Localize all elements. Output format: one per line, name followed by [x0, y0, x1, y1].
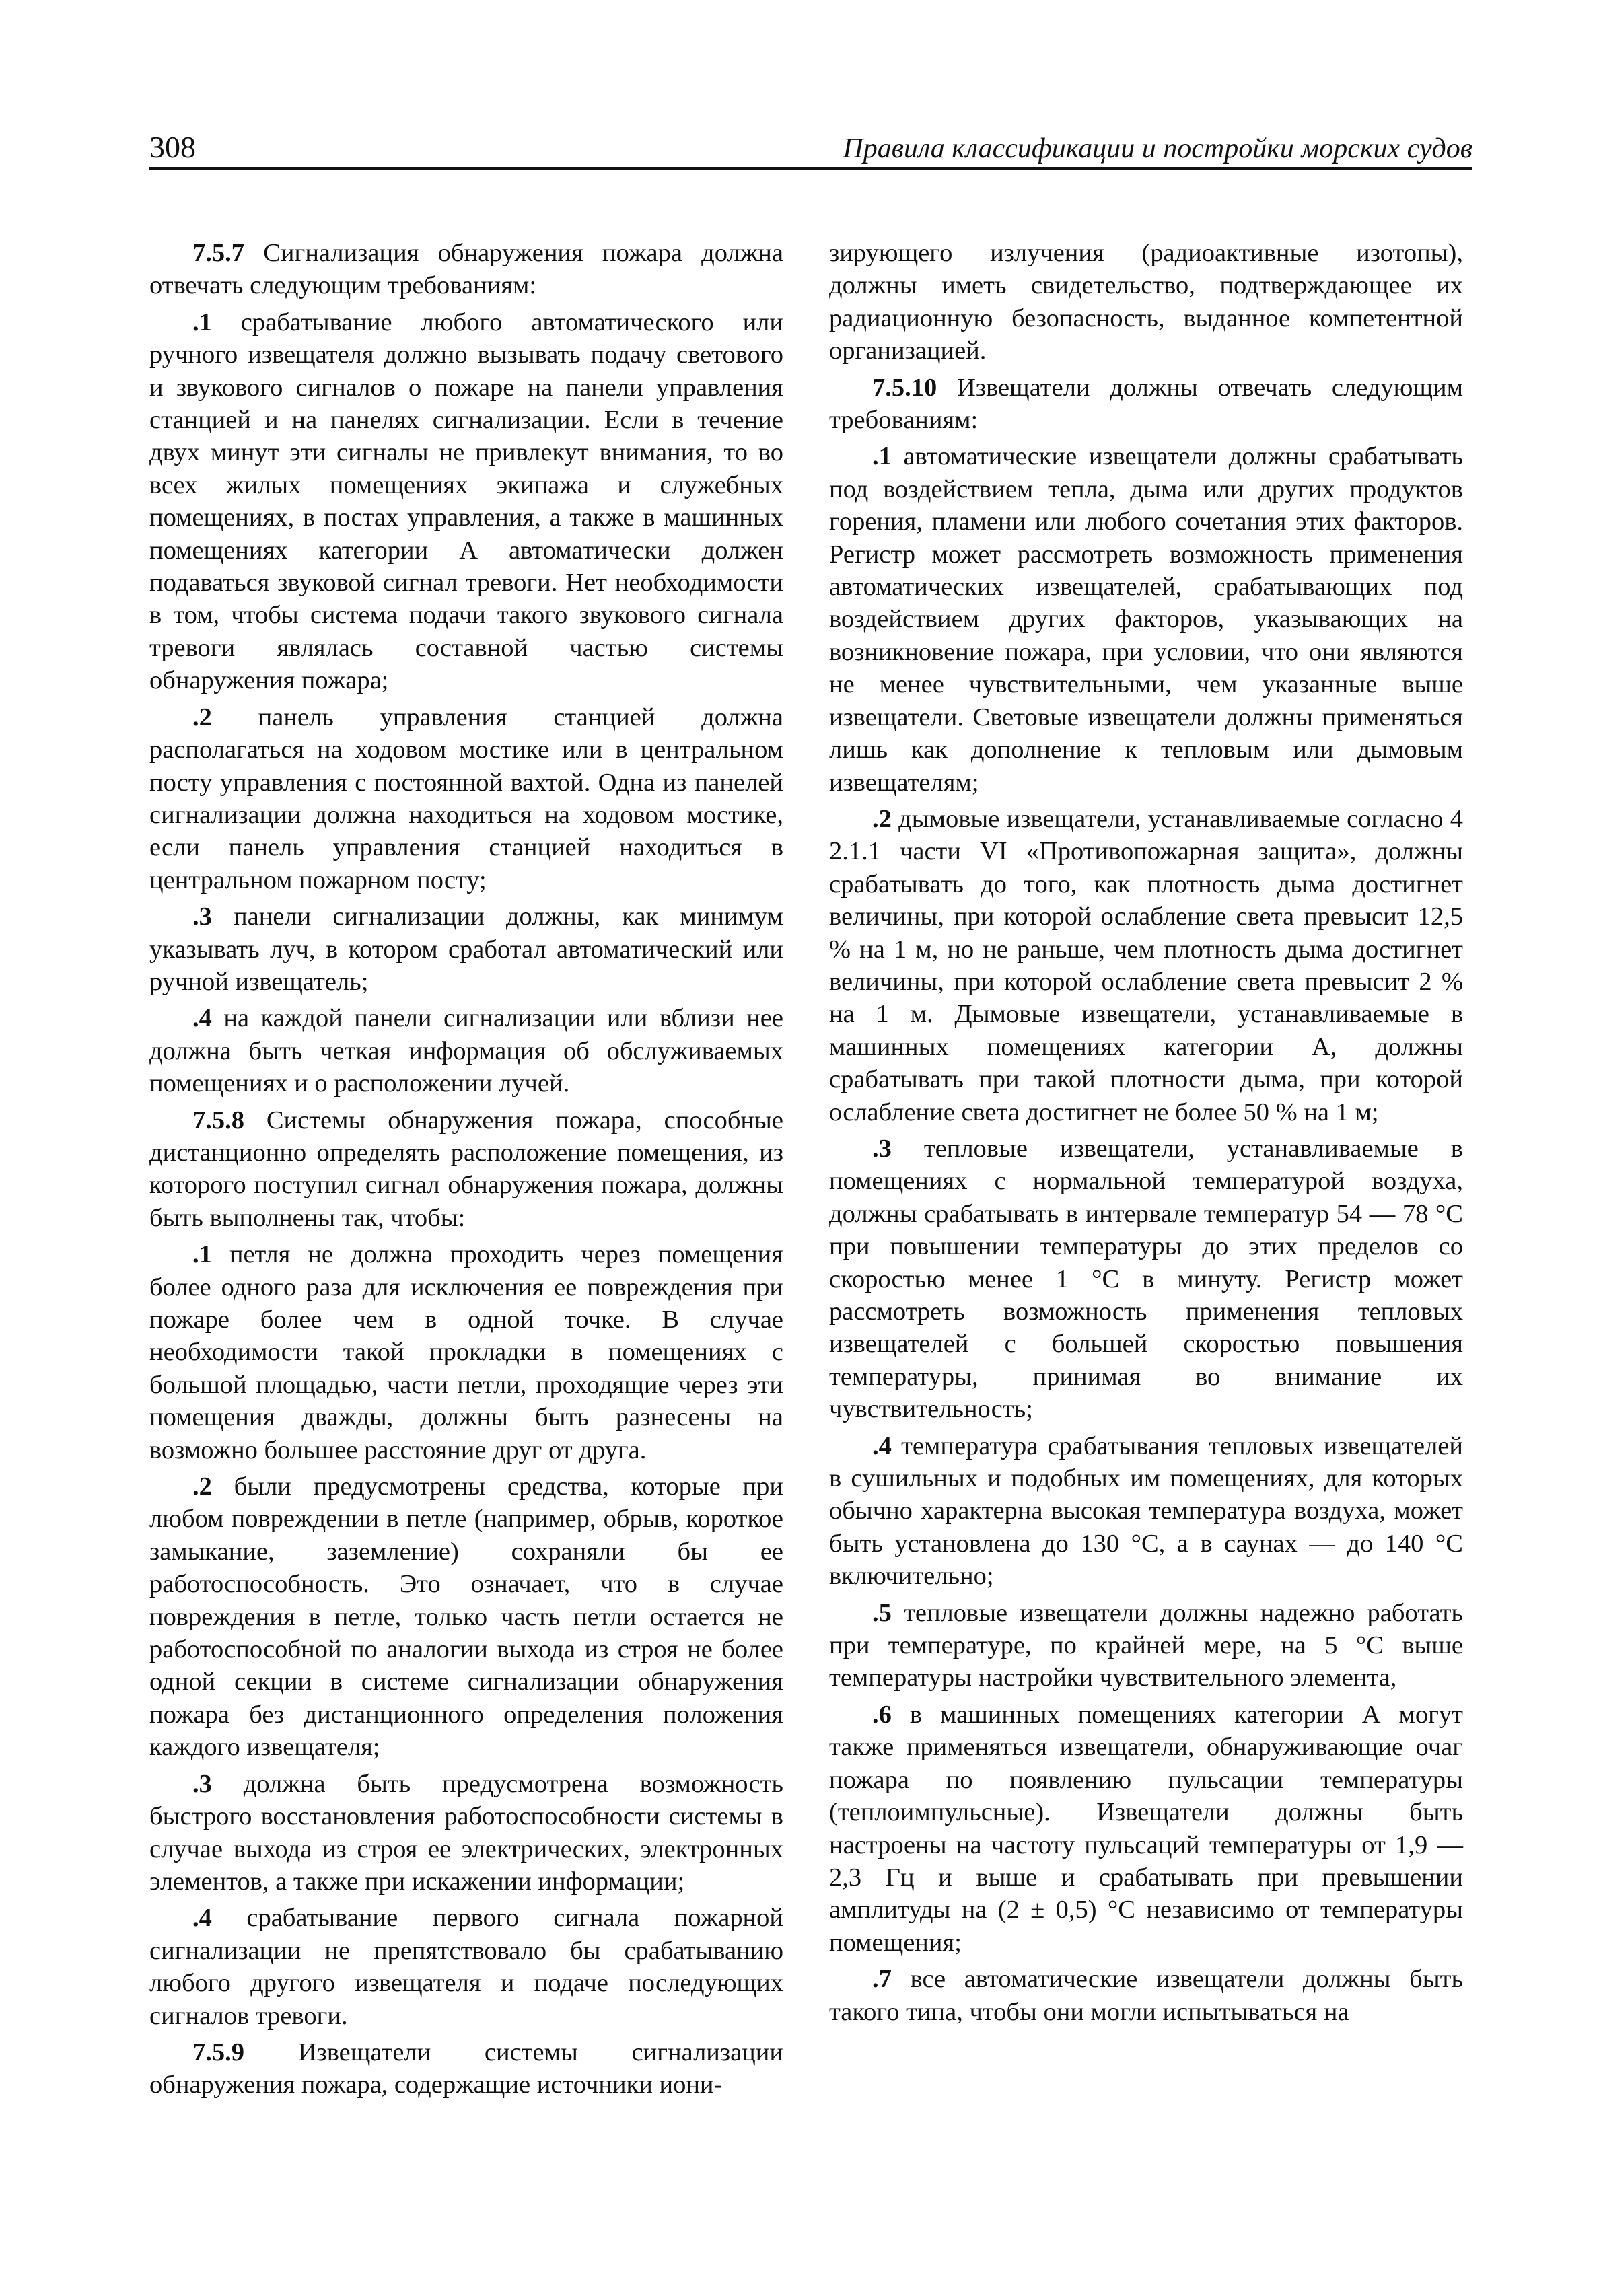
clause-number: .1 — [192, 308, 212, 336]
paragraph-text: петля не должна проходить через помещения более одного раза для исключения ее повреждения при пожаре более чем в одной точке. В случае необходимости такой прокладки в помещениях с большой площадью, части петли, проходящие через эти помещения дважды, должны быть разнесены на возможно большее расстояние друг от друга. — [149, 1240, 783, 1464]
page-header — [149, 127, 1472, 170]
paragraph — [149, 1104, 783, 1235]
paragraph-text: в машинных помещениях категории А могут также применяться извещатели, обнаруживающие очаг пожара по появлению пульсации температуры (теплоимпульсные). Извещатели должны быть настроены на частоту пульсаций температуры от 1,9 — 2,3 Гц и выше и срабатывать при превышении амплитуды на (2 ± 0,5) °С независимо от температуры помещения; — [829, 1700, 1463, 1957]
paragraph — [149, 306, 783, 697]
running-title: Правила классификации и постройки морских судов — [843, 133, 1472, 164]
paragraph — [149, 2036, 783, 2102]
clause-number: .6 — [872, 1700, 892, 1729]
paragraph-text: дымовые извещатели, устанавливаемые согласно 4 2.1.1 части VI «Противопожарная защита», должны срабатывать до того, как плотность дыма достигнет величины, при которой ослабление света превысит 12,5 % на 1 м, но не раньше, чем плотность дыма достигнет величины, при которой ослабление света превысит 2 % на 1 м. Дымовые извещатели, устанавливаемые в машинных помещениях категории А, должны срабатывать при такой плотности дыма, при которой ослабление света достигнет не более 50 % на 1 м; — [829, 804, 1463, 1126]
paragraph — [149, 237, 783, 302]
clause-number: .3 — [192, 902, 212, 931]
paragraph — [829, 1698, 1463, 1959]
paragraph-continuation — [829, 237, 1463, 367]
paragraph — [149, 1470, 783, 1764]
clause-number: .2 — [192, 1472, 212, 1501]
paragraph — [149, 1768, 783, 1898]
page-number: 308 — [149, 130, 196, 164]
paragraph-text: Сигнализация обнаружения пожара должна отвечать следующим требованиям: — [149, 239, 783, 300]
clause-number: .1 — [872, 442, 892, 471]
paragraph — [829, 1963, 1463, 2028]
right-column — [829, 237, 1463, 2032]
clause-number: .7 — [872, 1965, 892, 1994]
clause-number: .4 — [192, 1004, 212, 1033]
clause-number: 7.5.7 — [192, 239, 244, 267]
clause-number: .1 — [192, 1240, 212, 1269]
paragraph-text: автоматические извещатели должны срабатывать под воздействием тепла, дыма или других продуктов горения, пламени или любого сочетания этих факторов. Регистр может рассмотреть возможность применения автоматических извещателей, срабатывающих под воздействием других факторов, указывающих на возникновение пожара, при условии, что они являются не менее чувствительными, чем указанные выше извещатели. Световые извещатели должны применяться лишь как дополнение к тепловым или дымовым извещателям; — [829, 442, 1463, 797]
paragraph-text: были предусмотрены средства, которые при любом повреждении в петле (например, обрыв, короткое замыкание, заземление) сохраняли бы ее работоспособность. Это означает, что в случае повреждения в петле, только часть петли остается не работоспособной по аналогии выхода из строя не более одной секции в системе сигнализации обнаружения пожара без дистанционного определения положения каждого извещателя; — [149, 1472, 783, 1762]
paragraph — [829, 1133, 1463, 1426]
paragraph — [149, 900, 783, 998]
paragraph-text: Извещатели системы сигнализации обнаружения пожара, содержащие источники иони- — [149, 2038, 783, 2100]
paragraph-text: панель управления станцией должна располагаться на ходовом мостике или в центральном посту управления с постоянной вахтой. Одна из панелей сигнализации должна находиться на ходовом мостике, если панель управления станцией находиться в центральном пожарном посту; — [149, 703, 783, 894]
paragraph — [149, 1002, 783, 1100]
paragraph-text: срабатывание первого сигнала пожарной сигнализации не препятствовало бы срабатыванию любого другого извещателя и подаче последующих сигналов тревоги. — [149, 1904, 783, 2030]
clause-number: 7.5.9 — [192, 2038, 244, 2067]
paragraph-text: срабатывание любого автоматического или ручного извещателя должно вызывать подачу светового и звукового сигналов о пожаре на панели управления станцией и на панелях сигнализации. Если в течение двух минут эти сигналы не привлекут внимания, то во всех жилых помещениях экипажа и служебных помещениях, в постах управления, а также в машинных помещениях категории А автоматически должен подаваться звуковой сигнал тревоги. Нет необходимости в том, чтобы система подачи такого звукового сигнала тревоги являлась составной частью системы обнаружения пожара; — [149, 308, 783, 695]
paragraph-text: на каждой панели сигнализации или вблизи нее должна быть четкая информация об обслуживаемых помещениях и о расположении лучей. — [149, 1004, 783, 1098]
paragraph-text: панели сигнализации должны, как минимум указывать луч, в котором сработал автоматический или ручной извещатель; — [149, 902, 783, 996]
paragraph-text: тепловые извещатели должны надежно работать при температуре, по крайней мере, на 5 °С выше температуры настройки чувствительного элемента, — [829, 1598, 1463, 1692]
paragraph — [149, 701, 783, 896]
paragraph — [149, 1902, 783, 2032]
clause-number: .4 — [872, 1431, 892, 1460]
clause-number: .3 — [872, 1134, 892, 1163]
paragraph — [829, 803, 1463, 1128]
clause-number: .2 — [872, 804, 892, 833]
clause-number: 7.5.10 — [872, 373, 937, 402]
paragraph-text: температура срабатывания тепловых извещателей в сушильных и подобных им помещениях, для которых обычно характерна высокая температура воздуха, может быть установлена до 130 °С, а в саунах — до 140 °С включительно; — [829, 1431, 1463, 1591]
paragraph — [829, 440, 1463, 798]
left-column — [149, 237, 783, 2106]
paragraph — [829, 371, 1463, 437]
paragraph-text: должна быть предусмотрена возможность быстрого восстановления работоспособности системы в случае выхода из строя ее электрических, электронных элементов, а также при искажении информации; — [149, 1769, 783, 1896]
clause-number: .3 — [192, 1769, 212, 1798]
clause-number: 7.5.8 — [192, 1106, 244, 1135]
paragraph — [149, 1238, 783, 1466]
paragraph — [829, 1430, 1463, 1593]
paragraph — [829, 1597, 1463, 1694]
paragraph-text: тепловые извещатели, устанавливаемые в помещениях с нормальной температурой воздуха, должны срабатывать в интервале температур 54 — 78 °С при повышении температуры до этих пределов со скоростью менее 1 °С в минуту. Регистр может рассмотреть возможность применения тепловых извещателей с большей скоростью повышения температуры, принимая во внимание их чувствительность; — [829, 1134, 1463, 1424]
clause-number: .4 — [192, 1904, 212, 1933]
clause-number: .5 — [872, 1598, 892, 1627]
paragraph-text: все автоматические извещатели должны быть такого типа, чтобы они могли испытываться на — [829, 1965, 1463, 2026]
paragraph-text: Извещатели должны отвечать следующим требованиям: — [829, 373, 1463, 435]
paragraph-text: Системы обнаружения пожара, способные дистанционно определять расположение помещения, из которого поступил сигнал обнаружения пожара, должны быть выполнены так, чтобы: — [149, 1106, 783, 1232]
paragraph-text: зирующего излучения (радиоактивные изотопы), должны иметь свидетельство, подтверждающее их радиационную безопасность, выданное компетентной организацией. — [829, 239, 1463, 365]
clause-number: .2 — [192, 703, 212, 731]
